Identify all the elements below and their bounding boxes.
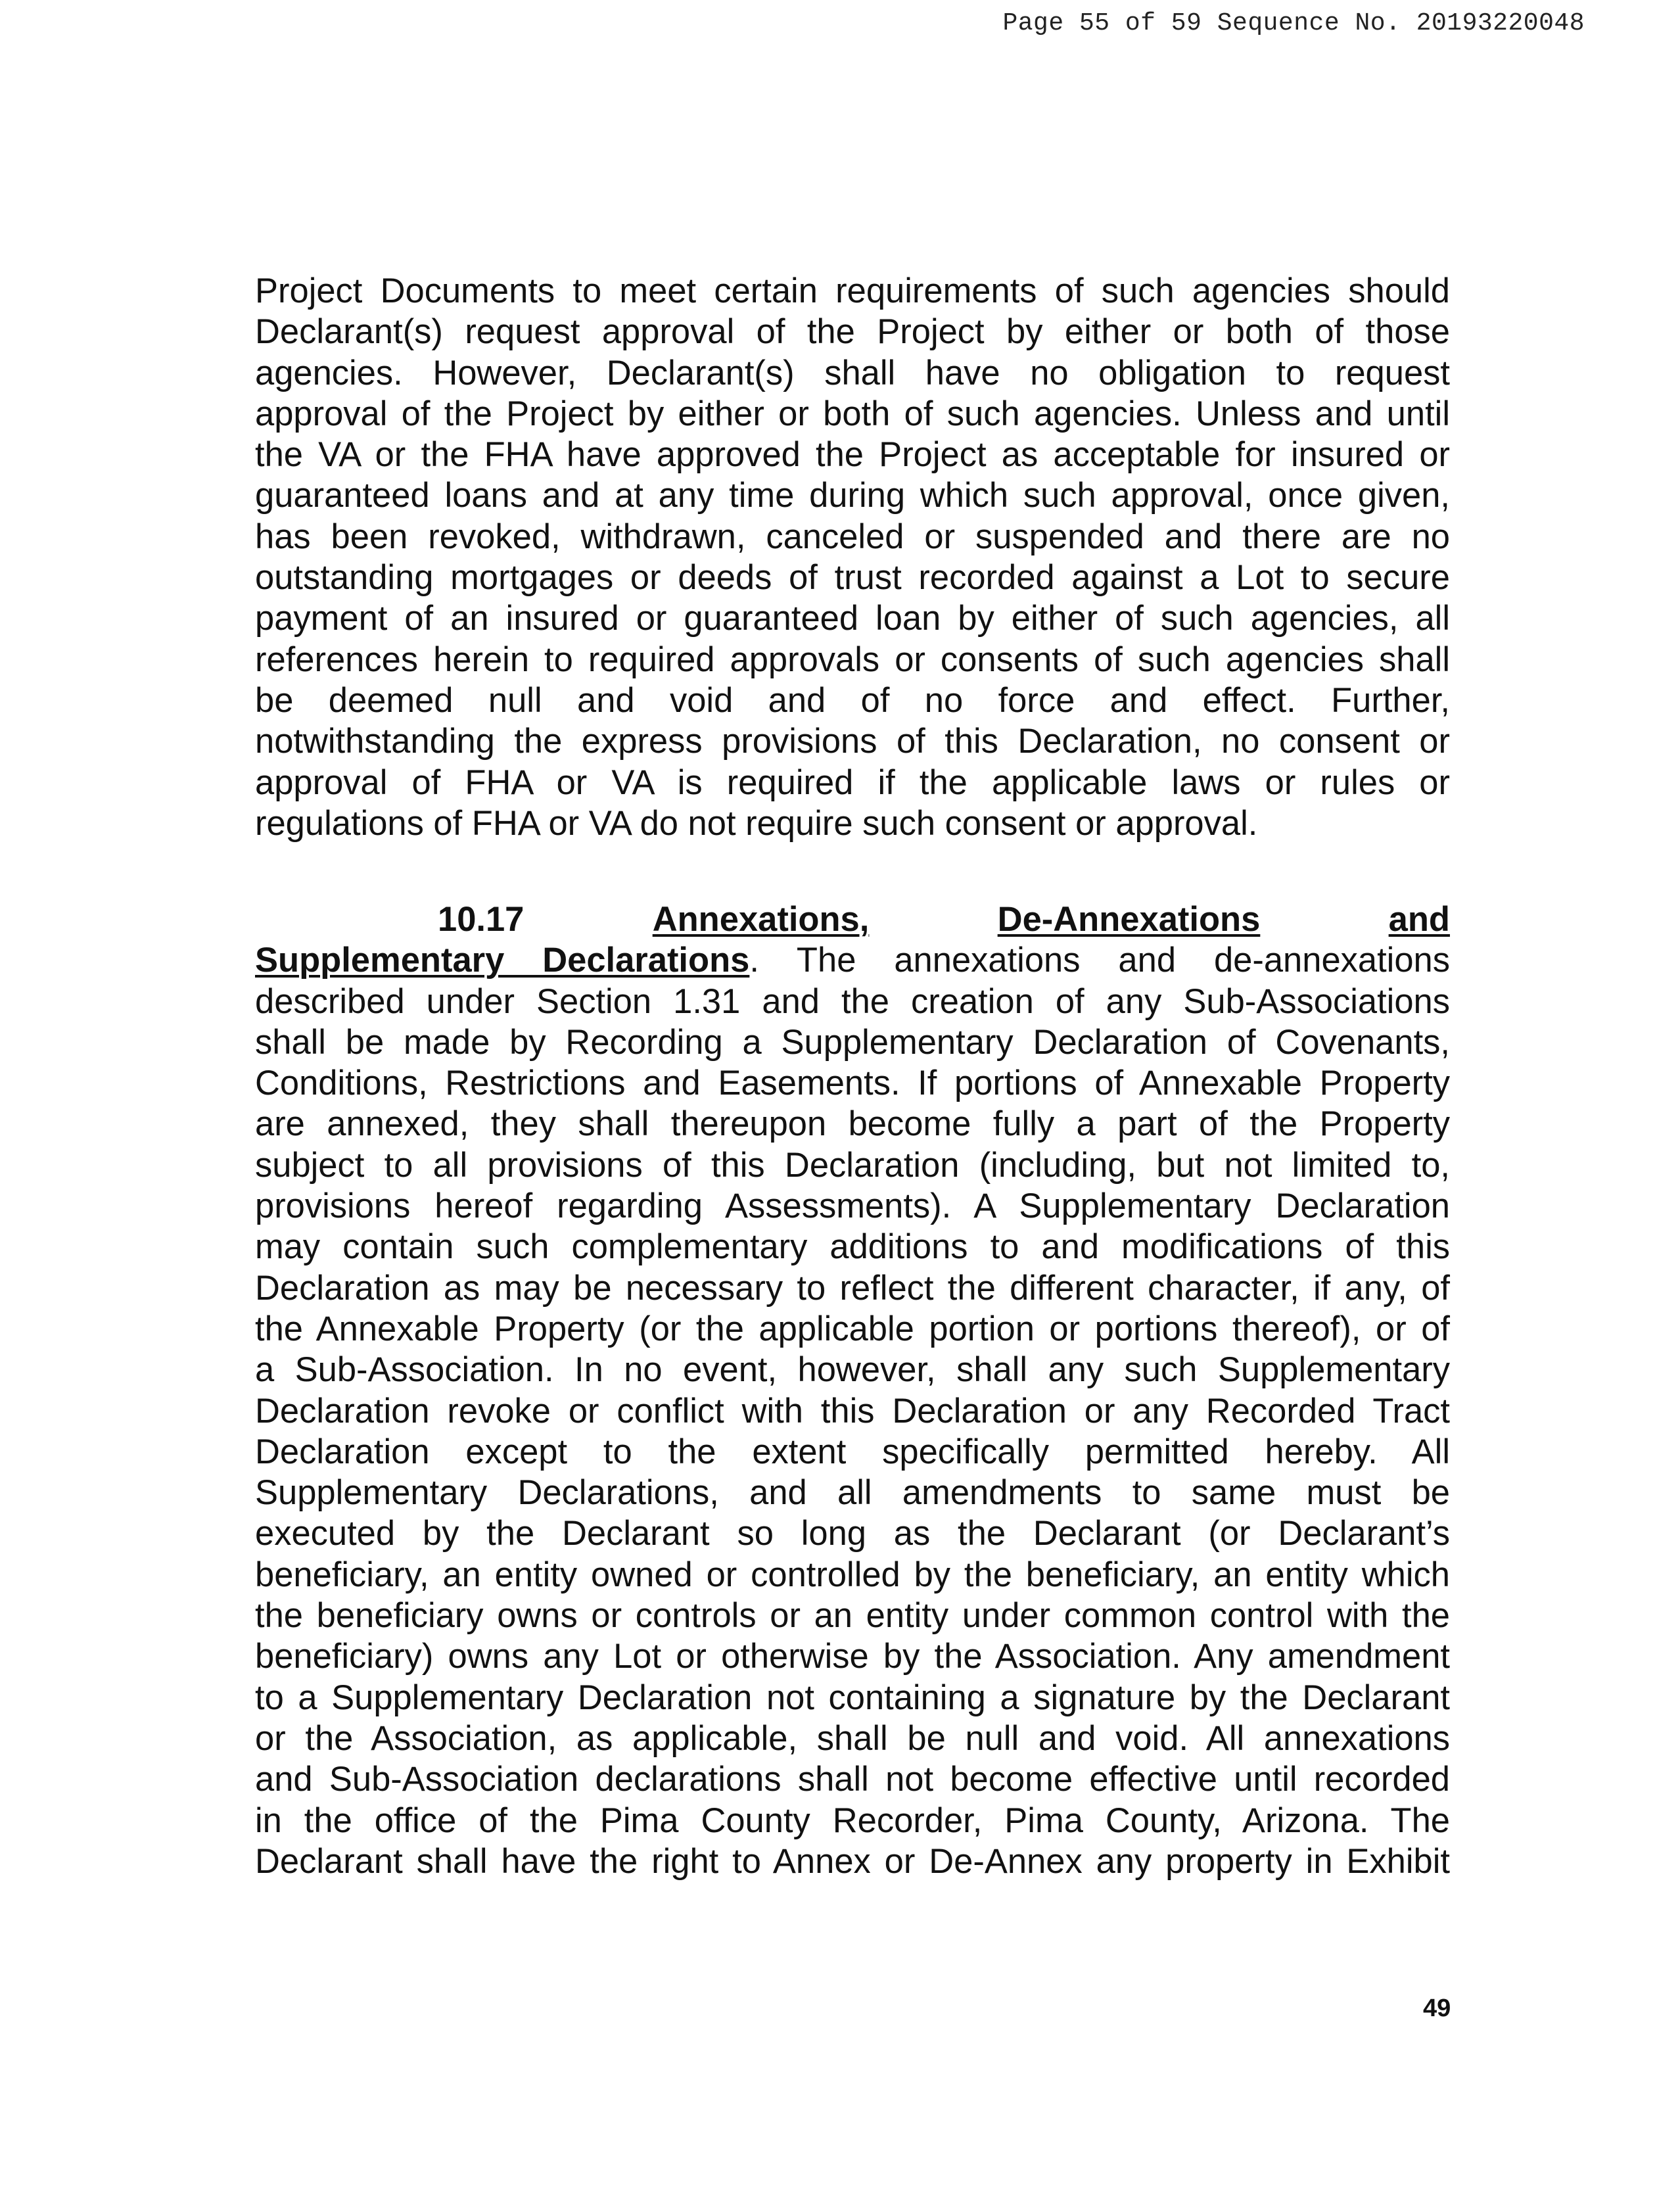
text-line: or the Association, as applicable, shall be null and void. All annexations (255, 1718, 1450, 1758)
text-line: Declaration revoke or conflict with this Declaration or any Recorded Tract (255, 1391, 1450, 1430)
text-line: outstanding mortgages or deeds of trust recorded against a Lot to secure (255, 558, 1450, 598)
text-line: Declaration as may be necessary to reflect the different character, if any, of (255, 1268, 1450, 1308)
text-line: are annexed, they shall thereupon become fully a part of the Property (255, 1104, 1450, 1144)
text-line: beneficiary, an entity owned or controlled by the beneficiary, an entity which (255, 1555, 1450, 1594)
text-line: Conditions, Restrictions and Easements. If portions of Annexable Property (255, 1064, 1450, 1103)
section-intro-text: . The annexations and de-annexations (749, 941, 1450, 980)
section-title-part: and (1388, 900, 1450, 939)
text-line: regulations of FHA or VA do not require such consent or approval. (255, 803, 1258, 843)
text-line: to a Supplementary Declaration not containing a signature by the Declarant (255, 1678, 1450, 1717)
text-line: and Sub-Association declarations shall not become effective until recorded (255, 1760, 1450, 1799)
text-line: the beneficiary owns or controls or an entity under common control with the (255, 1596, 1450, 1636)
section-heading (255, 899, 1450, 940)
text-line: approval of the Project by either or both of such agencies. Unless and until (255, 394, 1450, 433)
text-line: described under Section 1.31 and the creation of any Sub-Associations (255, 981, 1450, 1021)
section-title-part: Annexations, (652, 900, 870, 939)
text-line: approval of FHA or VA is required if the applicable laws or rules or (255, 763, 1450, 802)
text-line: a Sub-Association. In no event, however, shall any such Supplementary (255, 1350, 1450, 1390)
section-title-part: De-Annexations (997, 900, 1261, 939)
text-line: Declarant shall have the right to Annex or De-Annex any property in Exhibit (255, 1841, 1450, 1881)
text-line: Declarant(s) request approval of the Project by either or both of those (255, 312, 1450, 352)
text-line: executed by the Declarant so long as the Declarant (or Declarant’s (255, 1514, 1450, 1553)
text-line: notwithstanding the express provisions of this Declaration, no consent or (255, 722, 1450, 761)
text-line: in the office of the Pima County Recorder, Pima County, Arizona. The (255, 1801, 1450, 1840)
text-line: Project Documents to meet certain requirements of such agencies should (255, 272, 1450, 310)
text-line: references herein to required approvals or consents of such agencies shall (255, 640, 1450, 679)
text-line: beneficiary) owns any Lot or otherwise by the Association. Any amendment (255, 1637, 1450, 1676)
section-10-17 (255, 899, 1450, 1882)
text-line: Declaration except to the extent specifically permitted hereby. All (255, 1432, 1450, 1471)
text-line: Supplementary Declarations, and all amendments to same must be (255, 1473, 1450, 1513)
page-header: Page 55 of 59 Sequence No. 20193220048 (1002, 9, 1585, 37)
text-line: subject to all provisions of this Declaration (including, but not limited to, (255, 1145, 1450, 1185)
text-line: the Annexable Property (or the applicable portion or portions thereof), or of (255, 1309, 1450, 1348)
text-line: be deemed null and void and of no force and effect. Further, (255, 680, 1450, 720)
text-line: payment of an insured or guaranteed loan by either of such agencies, all (255, 599, 1450, 638)
section-title-line (255, 940, 1450, 981)
text-line: shall be made by Recording a Supplementary Declaration of Covenants, (255, 1022, 1450, 1062)
text-line: has been revoked, withdrawn, canceled or suspended and there are no (255, 517, 1450, 556)
text-line: guaranteed loans and at any time during which such approval, once given, (255, 476, 1450, 515)
section-title-part: Supplementary Declarations (255, 941, 750, 980)
text-line: provisions hereof regarding Assessments). A Supplementary Declaration (255, 1187, 1450, 1226)
text-line: the VA or the FHA have approved the Project as acceptable for insured or (255, 435, 1450, 475)
text-line: may contain such complementary additions to and modifications of this (255, 1227, 1450, 1267)
paragraph-continued (255, 271, 1450, 844)
section-number: 10.17 (438, 900, 525, 939)
text-line: agencies. However, Declarant(s) shall have no obligation to request (255, 353, 1450, 392)
page-number: 49 (1423, 1995, 1451, 2022)
